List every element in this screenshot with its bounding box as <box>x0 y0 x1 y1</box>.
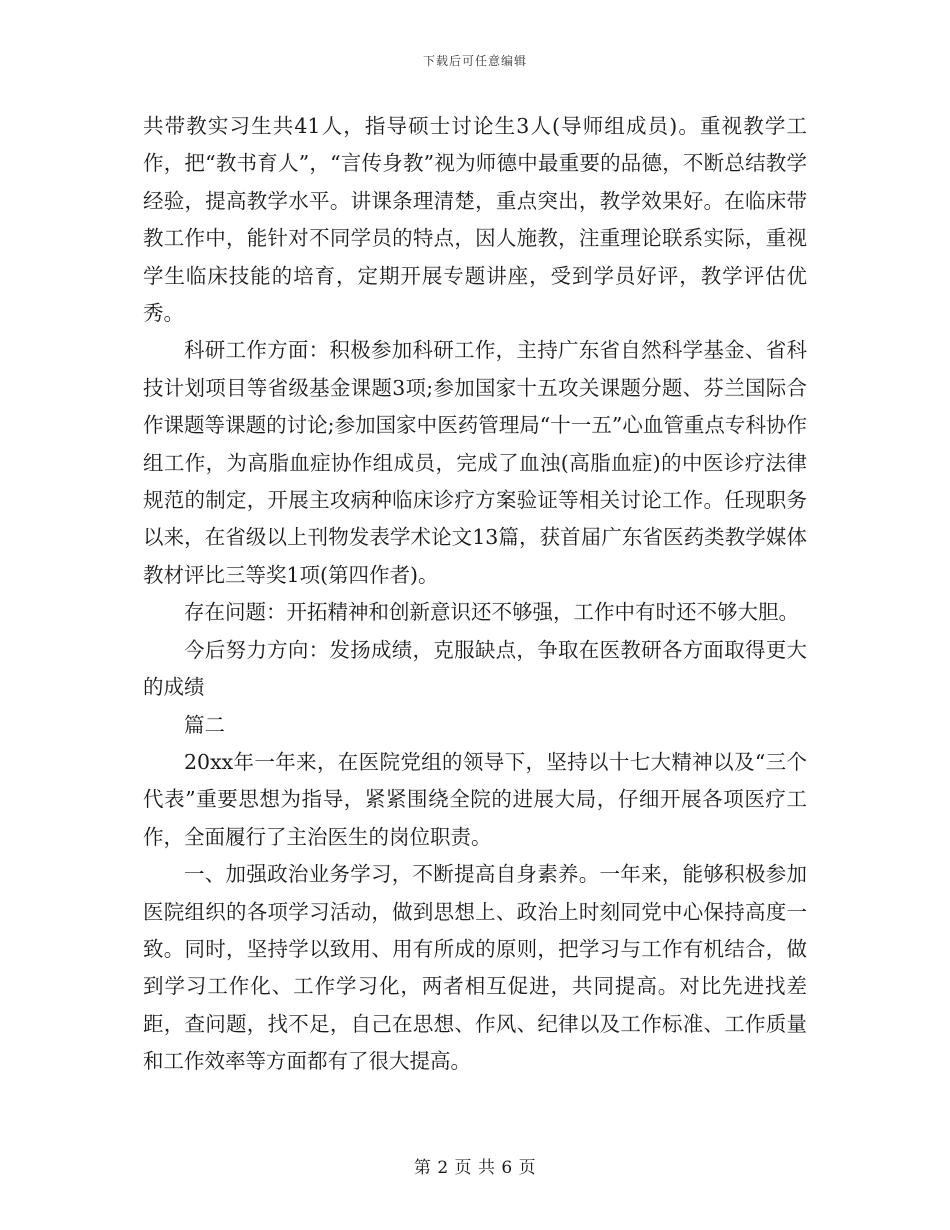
paragraph-problems: 存在问题：开拓精神和创新意识还不够强，工作中有时还不够大胆。 <box>184 600 799 625</box>
page-footer: 第 2 页 共 6 页 <box>413 1158 537 1178</box>
paragraph-teaching: 共带教实习生共41人，指导硕士讨论生3人(导师组成员)。重视教学工作，把“教书育人”，“言传身教”视为师德中最重要的品德，不断总结教学经验，提高教学水平。讲课条理清楚，重点突出，教学效果好。在临床带教工作中，能针对不同学员的特点，因人施教，注重理论联系实际，重视学生临床技能的培育，定期开展专题讲座，受到学员好评，教学评估优秀。 <box>143 114 807 326</box>
paragraph-future-direction: 今后努力方向：发扬成绩，克服缺点，争取在医教研各方面取得更大的成绩 <box>143 637 807 700</box>
header-note: 下载后可任意编辑 <box>422 54 527 68</box>
paragraph-year-summary: 20xx年一年来，在医院党组的领导下，坚持以十七大精神以及“三个代表”重要思想为指导，紧紧围绕全院的进展大局，仔细开展各项医疗工作，全面履行了主治医生的岗位职责。 <box>143 749 807 849</box>
section-heading-part-two: 篇二 <box>184 712 225 737</box>
paragraph-research: 科研工作方面：积极参加科研工作，主持广东省自然科学基金、省科技计划项目等省级基金课题3项;参加国家十五攻关课题分题、芬兰国际合作课题等课题的讨论;参加国家中医药管理局“十一五”心血管重点专科协作组工作，为高脂血症协作组成员，完成了血浊(高脂血症)的中医诊疗法律规范的制定，开展主攻病种临床诊疗方案验证等相关讨论工作。任现职务以来，在省级以上刊物发表学术论文13篇，获首届广东省医药类教学媒体教材评比三等奖1项(第四作者)。 <box>143 338 807 587</box>
paragraph-political-study: 一、加强政治业务学习，不断提高自身素养。一年来，能够积极参加医院组织的各项学习活动，做到思想上、政治上时刻同党中心保持高度一致。同时，坚持学以致用、用有所成的原则，把学习与工作有机结合，做到学习工作化、工作学习化，两者相互促进，共同提高。对比先进找差距，查问题，找不足，自己在思想、作风、纪律以及工作标准、工作质量和工作效率等方面都有了很大提高。 <box>143 862 807 1074</box>
document-body <box>143 108 807 1081</box>
